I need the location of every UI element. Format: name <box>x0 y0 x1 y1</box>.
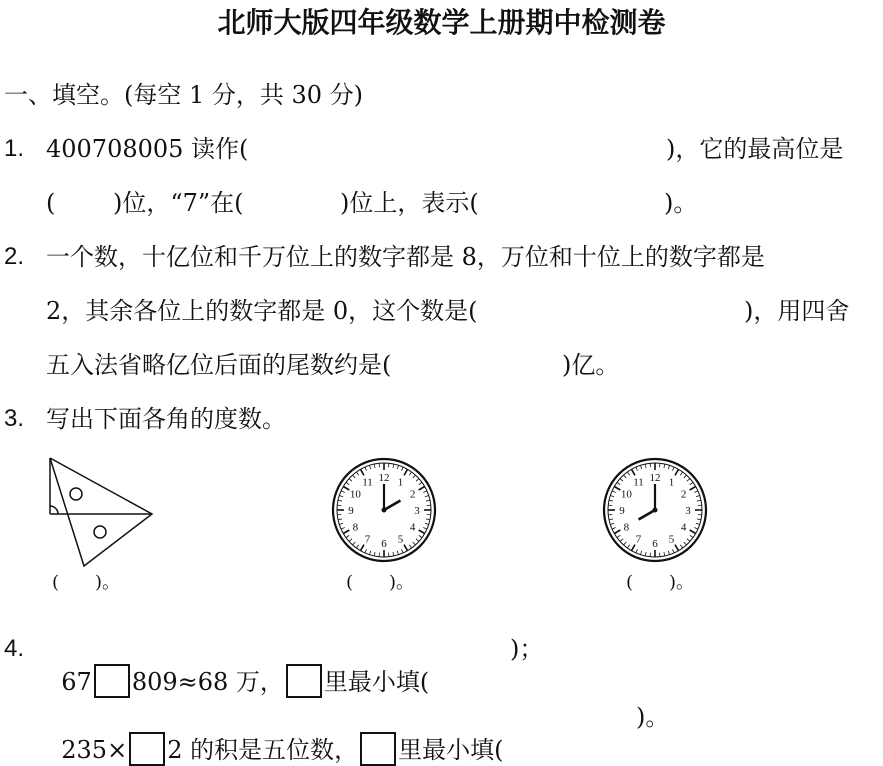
clock-tick <box>413 542 416 545</box>
clock-tick <box>675 545 679 551</box>
q4-line1-text: 809≈68 万， <box>132 668 284 696</box>
clock-number: 7 <box>365 534 371 546</box>
q2-line3-text: 五入法省略亿位后面的尾数约是( <box>46 350 391 380</box>
clock-tick <box>612 491 616 493</box>
clock-tick <box>680 472 682 475</box>
clock-tick <box>640 465 641 469</box>
clock-tick <box>353 542 356 545</box>
clock-tick <box>409 545 411 548</box>
clock-tick <box>620 539 623 542</box>
clock-number: 11 <box>633 476 644 488</box>
clock-tick <box>401 549 403 553</box>
clock-tick <box>416 479 419 482</box>
clock-tick <box>640 551 641 555</box>
clock-tick <box>624 542 627 545</box>
clock-tick <box>361 545 365 551</box>
q4-line1-close: )； <box>510 634 543 664</box>
clock-tick <box>624 475 627 478</box>
clock-number: 10 <box>621 489 633 501</box>
clock-tick <box>609 519 613 520</box>
clock-tick <box>687 479 690 482</box>
clock-tick <box>690 487 696 491</box>
q1-line2-mid: )位，“7”在( <box>113 188 244 218</box>
clock-tick <box>423 491 427 493</box>
clock-tick <box>684 475 687 478</box>
q4-line2-text: 2 的积是五位数， <box>167 736 358 764</box>
clock-tick <box>409 472 411 475</box>
answer-box-1[interactable] <box>94 664 130 698</box>
hour-hand <box>639 510 655 520</box>
clock-tick <box>609 500 613 501</box>
clock-tick <box>365 467 367 471</box>
clock-tick <box>632 545 636 551</box>
clock-tick <box>690 535 693 537</box>
section-heading: 一、填空。(每空 1 分，共 30 分) <box>4 80 363 110</box>
clock-center <box>382 508 387 513</box>
clock-tick <box>668 465 669 469</box>
clock-center <box>653 508 658 513</box>
q1-line2-close: )。 <box>664 188 697 218</box>
clock-number: 1 <box>398 476 404 488</box>
clock-face-2 <box>602 457 708 563</box>
clock-number: 9 <box>619 505 625 517</box>
clock-tick <box>397 551 398 555</box>
clock-number: 3 <box>414 505 420 517</box>
clock-tick <box>636 549 638 553</box>
clock-tick <box>696 523 700 524</box>
clock-tick <box>627 472 629 475</box>
q1-line1-text: 400708005 读作( <box>46 134 248 164</box>
clock-tick <box>353 475 356 478</box>
q4-line1-fill: 里最小填( <box>324 668 429 696</box>
clock-tick <box>404 545 408 551</box>
clock-tick <box>694 491 698 493</box>
clock-tick <box>341 527 345 529</box>
q4-line2-fill: 里最小填( <box>398 736 503 764</box>
clock-number: 7 <box>636 534 642 546</box>
clock-tick <box>687 539 690 542</box>
clock-tick <box>349 539 352 542</box>
clock-tick <box>343 530 349 534</box>
clock-tick <box>423 527 427 529</box>
clock-tick <box>610 523 614 524</box>
answer-box-3[interactable] <box>129 732 165 766</box>
clock-number: 3 <box>685 505 691 517</box>
answer-box-4[interactable] <box>360 732 396 766</box>
clock-tick <box>425 495 429 496</box>
clock-tick <box>610 495 614 496</box>
page-title: 北师大版四年级数学上册期中检测卷 <box>0 5 883 41</box>
question-1-number: 1. <box>4 134 24 164</box>
set-square-figure <box>44 452 156 568</box>
clock-tick <box>374 552 375 556</box>
clock-tick <box>393 552 394 556</box>
clock-tick <box>346 535 349 537</box>
clock-tick <box>645 552 646 556</box>
clock-tick <box>614 530 620 534</box>
clock-tick <box>419 487 425 491</box>
clock-number: 8 <box>353 522 359 534</box>
clock-tick <box>365 549 367 553</box>
clock-tick <box>426 500 430 501</box>
clock-number: 5 <box>398 534 404 546</box>
q1-line2-open: ( <box>46 188 55 218</box>
clock-number: 4 <box>681 522 687 534</box>
clock-tick <box>374 464 375 468</box>
clock-face-1 <box>331 457 437 563</box>
q2-line3-tail: )亿。 <box>562 350 619 380</box>
q3-answer-2: ( )。 <box>346 572 414 594</box>
clock-number: 12 <box>379 472 390 484</box>
clock-tick <box>620 479 623 482</box>
clock-tick <box>404 469 408 475</box>
clock-tick <box>393 464 394 468</box>
clock-number: 12 <box>650 472 661 484</box>
clock-tick <box>636 467 638 471</box>
clock-tick <box>338 500 342 501</box>
clock-number: 6 <box>381 538 387 550</box>
clock-tick <box>341 491 345 493</box>
question-4-number: 4. <box>4 634 24 664</box>
clock-tick <box>664 552 665 556</box>
q3-answer-3: ( )。 <box>626 572 694 594</box>
clock-tick <box>668 551 669 555</box>
clock-tick <box>343 487 349 491</box>
clock-tick <box>338 519 342 520</box>
clock-tick <box>356 545 358 548</box>
clock-tick <box>680 545 682 548</box>
clock-tick <box>356 472 358 475</box>
clock-tick <box>617 535 620 537</box>
clock-number: 8 <box>624 522 630 534</box>
clock-number: 1 <box>669 476 675 488</box>
answer-box-2[interactable] <box>286 664 322 698</box>
clock-tick <box>672 467 674 471</box>
q1-line2-show: )位上，表示( <box>340 188 479 218</box>
clock-number: 6 <box>652 538 658 550</box>
q4-line2-prefix: 235× <box>61 736 127 764</box>
clock-tick <box>339 523 343 524</box>
q2-line2-tail: )，用四舍 <box>744 296 849 326</box>
clock-tick <box>419 482 422 484</box>
question-3-number: 3. <box>4 404 24 434</box>
clock-number: 9 <box>348 505 354 517</box>
clock-tick <box>369 465 370 469</box>
clock-tick <box>684 542 687 545</box>
clock-tick <box>697 519 701 520</box>
q3-answer-1: ( )。 <box>52 572 120 594</box>
clock-number: 10 <box>350 489 362 501</box>
hour-hand <box>384 501 400 511</box>
q4-line2-close: )。 <box>636 702 669 732</box>
q1-line1-tail: )，它的最高位是 <box>666 134 843 164</box>
clock-number: 5 <box>669 534 675 546</box>
clock-tick <box>612 527 616 529</box>
clock-tick <box>672 549 674 553</box>
clock-tick <box>690 530 696 534</box>
clock-number: 2 <box>681 489 687 501</box>
clock-number: 11 <box>362 476 373 488</box>
clock-tick <box>346 482 349 484</box>
question-2-number: 2. <box>4 242 24 272</box>
clock-number: 4 <box>410 522 416 534</box>
clock-tick <box>632 469 636 475</box>
clock-tick <box>645 464 646 468</box>
clock-tick <box>627 545 629 548</box>
clock-tick <box>675 469 679 475</box>
clock-number: 2 <box>410 489 416 501</box>
clock-tick <box>696 495 700 496</box>
clock-tick <box>401 467 403 471</box>
q4-line1-prefix: 67 <box>61 668 92 696</box>
clock-tick <box>617 482 620 484</box>
clock-tick <box>664 464 665 468</box>
q2-line1: 一个数，十亿位和千万位上的数字都是 8，万位和十位上的数字都是 <box>46 242 765 272</box>
clock-tick <box>369 551 370 555</box>
clock-tick <box>413 475 416 478</box>
clock-tick <box>425 523 429 524</box>
clock-tick <box>419 530 425 534</box>
clock-tick <box>690 482 693 484</box>
clock-tick <box>614 487 620 491</box>
clock-tick <box>416 539 419 542</box>
q3-text: 写出下面各角的度数。 <box>46 404 286 434</box>
clock-tick <box>697 500 701 501</box>
clock-tick <box>349 479 352 482</box>
q2-line2-text: 2，其余各位上的数字都是 0，这个数是( <box>46 296 478 326</box>
clock-tick <box>339 495 343 496</box>
clock-tick <box>361 469 365 475</box>
clock-tick <box>419 535 422 537</box>
clock-tick <box>694 527 698 529</box>
clock-tick <box>397 465 398 469</box>
clock-tick <box>426 519 430 520</box>
